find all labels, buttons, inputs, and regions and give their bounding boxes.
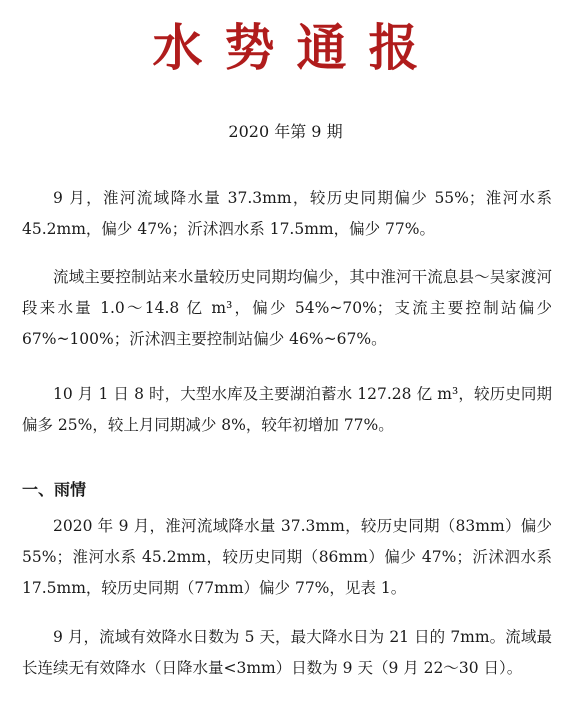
rainfall-paragraph-2: 9 月，流域有效降水日数为 5 天，最大降水日为 21 日的 7mm。流域最长连续无有效降水（日降水量<3mm）日数为 9 天（9 月 22～30 日）。 [22,628,552,677]
bulletin-title: 水势通报 [152,19,441,77]
summary-paragraph-3: 10 月 1 日 8 时，大型水库及主要湖泊蓄水 127.28 亿 m³，较历史同期偏多 25%，较上月同期减少 8%，较年初增加 77%。 [22,385,552,434]
summary-paragraph-2: 流域主要控制站来水量较历史同期均偏少，其中淮河干流息县～吴家渡河段来水量 1.0～14.8 亿 m³，偏少 54%~70%；支流主要控制站偏少 67%~100%；沂沭泗主要控制站偏少 46%~67%。 [22,268,552,348]
summary-paragraph-1: 9 月，淮河流域降水量 37.3mm，较历史同期偏少 55%；淮河水系 45.2mm，偏少 47%；沂沭泗水系 17.5mm，偏少 77%。 [22,189,552,238]
rainfall-paragraph-1: 2020 年 9 月，淮河流域降水量 37.3mm，较历史同期（83mm）偏少 55%；淮河水系 45.2mm，较历史同期（86mm）偏少 47%；沂沭泗水系 17.5mm，较历史同期（77mm）偏少 77%，见表 1。 [22,517,552,597]
section-heading-rainfall: 一、雨情 [22,480,87,499]
issue-number: 2020 年第 9 期 [228,122,343,141]
